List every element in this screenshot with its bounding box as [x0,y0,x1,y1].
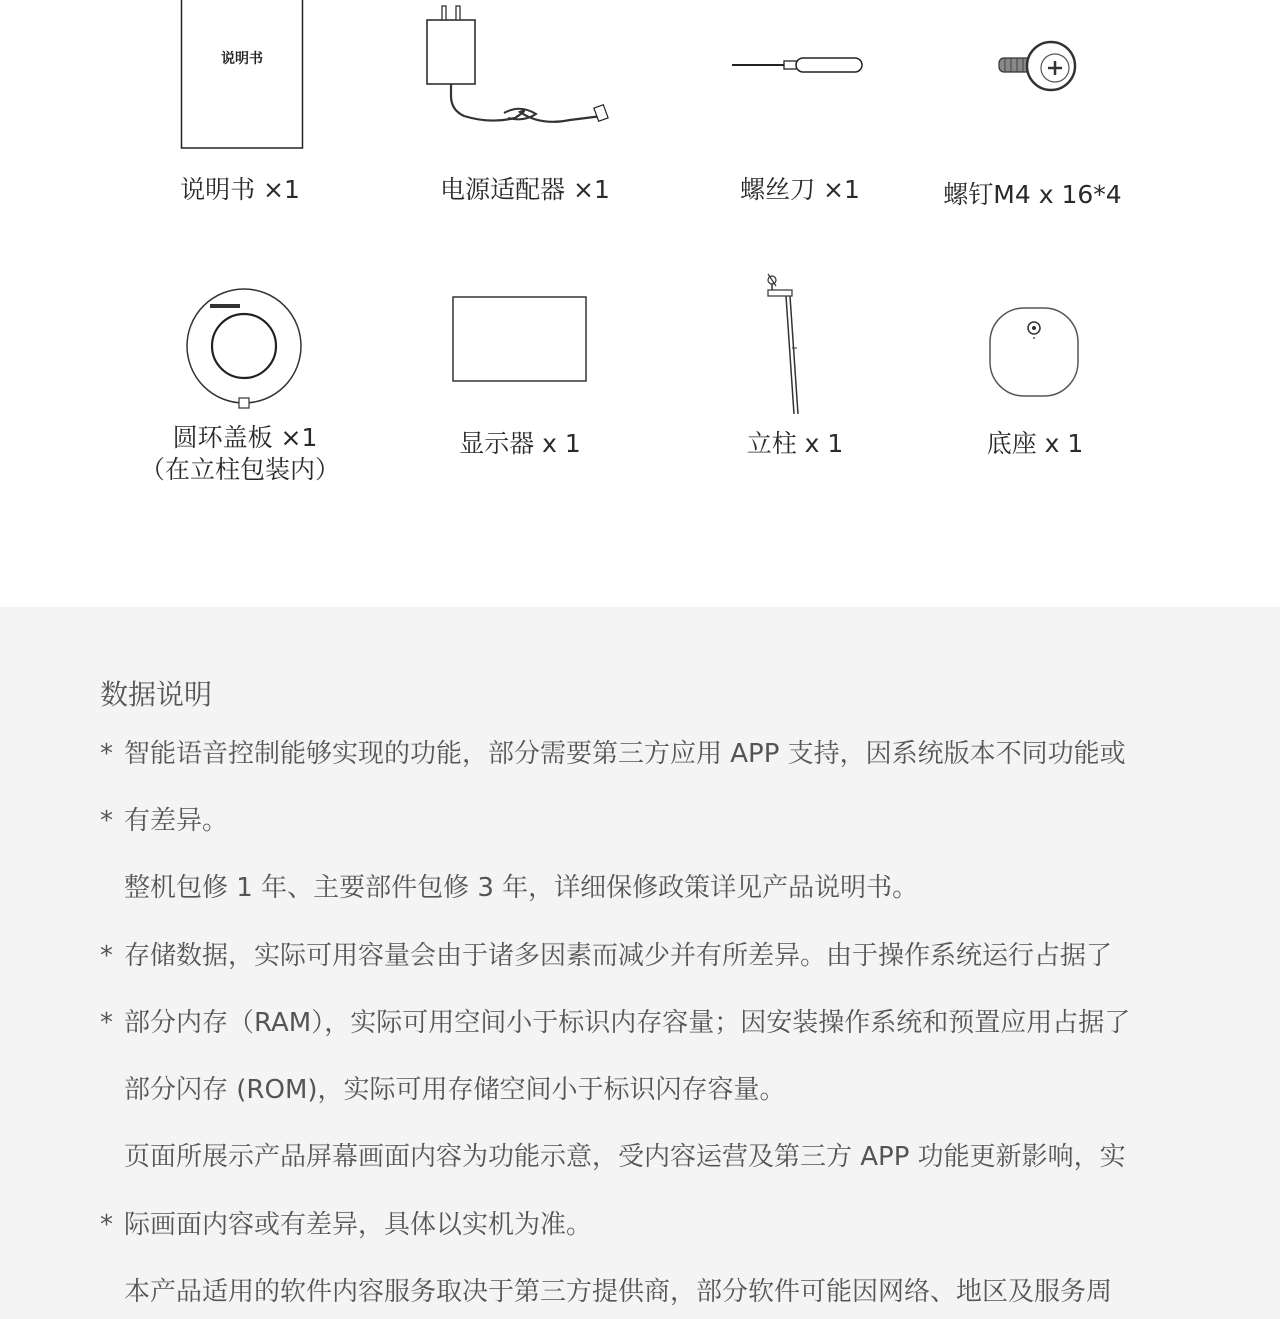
note-text: 整机包修 1 年、主要部件包修 3 年，详细保修政策详见产品说明书。 [124,873,919,903]
power-adapter-label: 电源适配器 ×1 [440,175,610,204]
note-text: 本产品适用的软件内容服务取决于第三方提供商，部分软件可能因网络、地区及服务周 [124,1277,1113,1307]
data-notes-section [0,607,1280,1319]
note-line [100,1006,1130,1040]
manual-label: 说明书 ×1 [180,175,300,204]
power-adapter-icon [420,0,620,130]
screwdriver-icon [728,50,868,80]
ring-cover-label-line2: （在立柱包装内） [139,455,340,484]
note-line [100,1073,786,1107]
note-text: 部分闪存 (ROM)，实际可用存储空间小于标识闪存容量。 [124,1075,786,1105]
note-line [100,871,918,905]
note-text: 存储数据，实际可用容量会由于诸多因素而减少并有所差异。由于操作系统运行占据了 [124,941,1113,971]
pole-label: 立柱 x 1 [746,429,844,458]
screw-label: 螺钉M4 x 16*4 [943,180,1122,209]
note-line [100,1275,1112,1309]
base-icon [988,306,1082,400]
note-line [100,804,228,838]
manual-booklet-text: 说明书 [221,51,263,67]
ring-cover-icon [186,288,306,410]
package-contents [0,0,1280,607]
notes-title: 数据说明 [100,678,213,711]
note-text: 有差异。 [124,806,229,836]
pole-icon [760,268,810,418]
note-star: * [100,941,113,971]
base-label: 底座 x 1 [986,429,1084,458]
note-line [100,737,1126,771]
note-line [100,939,1112,973]
note-line [100,1208,592,1242]
note-text: 智能语音控制能够实现的功能，部分需要第三方应用 APP 支持，因系统版本不同功能或 [124,739,1126,769]
note-star: * [100,739,113,769]
screw-icon [995,40,1085,100]
note-text: 部分内存（RAM），实际可用空间小于标识内存容量；因安装操作系统和预置应用占据了 [124,1008,1131,1038]
ring-cover-label-line1: 圆环盖板 ×1 [172,423,318,452]
note-text: 页面所展示产品屏幕画面内容为功能示意，受内容运营及第三方 APP 功能更新影响，实 [124,1142,1126,1172]
note-text: 际画面内容或有差异，具体以实机为准。 [124,1210,593,1240]
note-star: * [100,1210,113,1240]
manual-booklet-icon [181,0,303,150]
screwdriver-label: 螺丝刀 ×1 [740,175,860,204]
note-line [100,1140,1126,1174]
note-star: * [100,806,113,836]
display-label: 显示器 x 1 [459,429,581,458]
note-star: * [100,1008,113,1038]
display-icon [452,296,588,384]
